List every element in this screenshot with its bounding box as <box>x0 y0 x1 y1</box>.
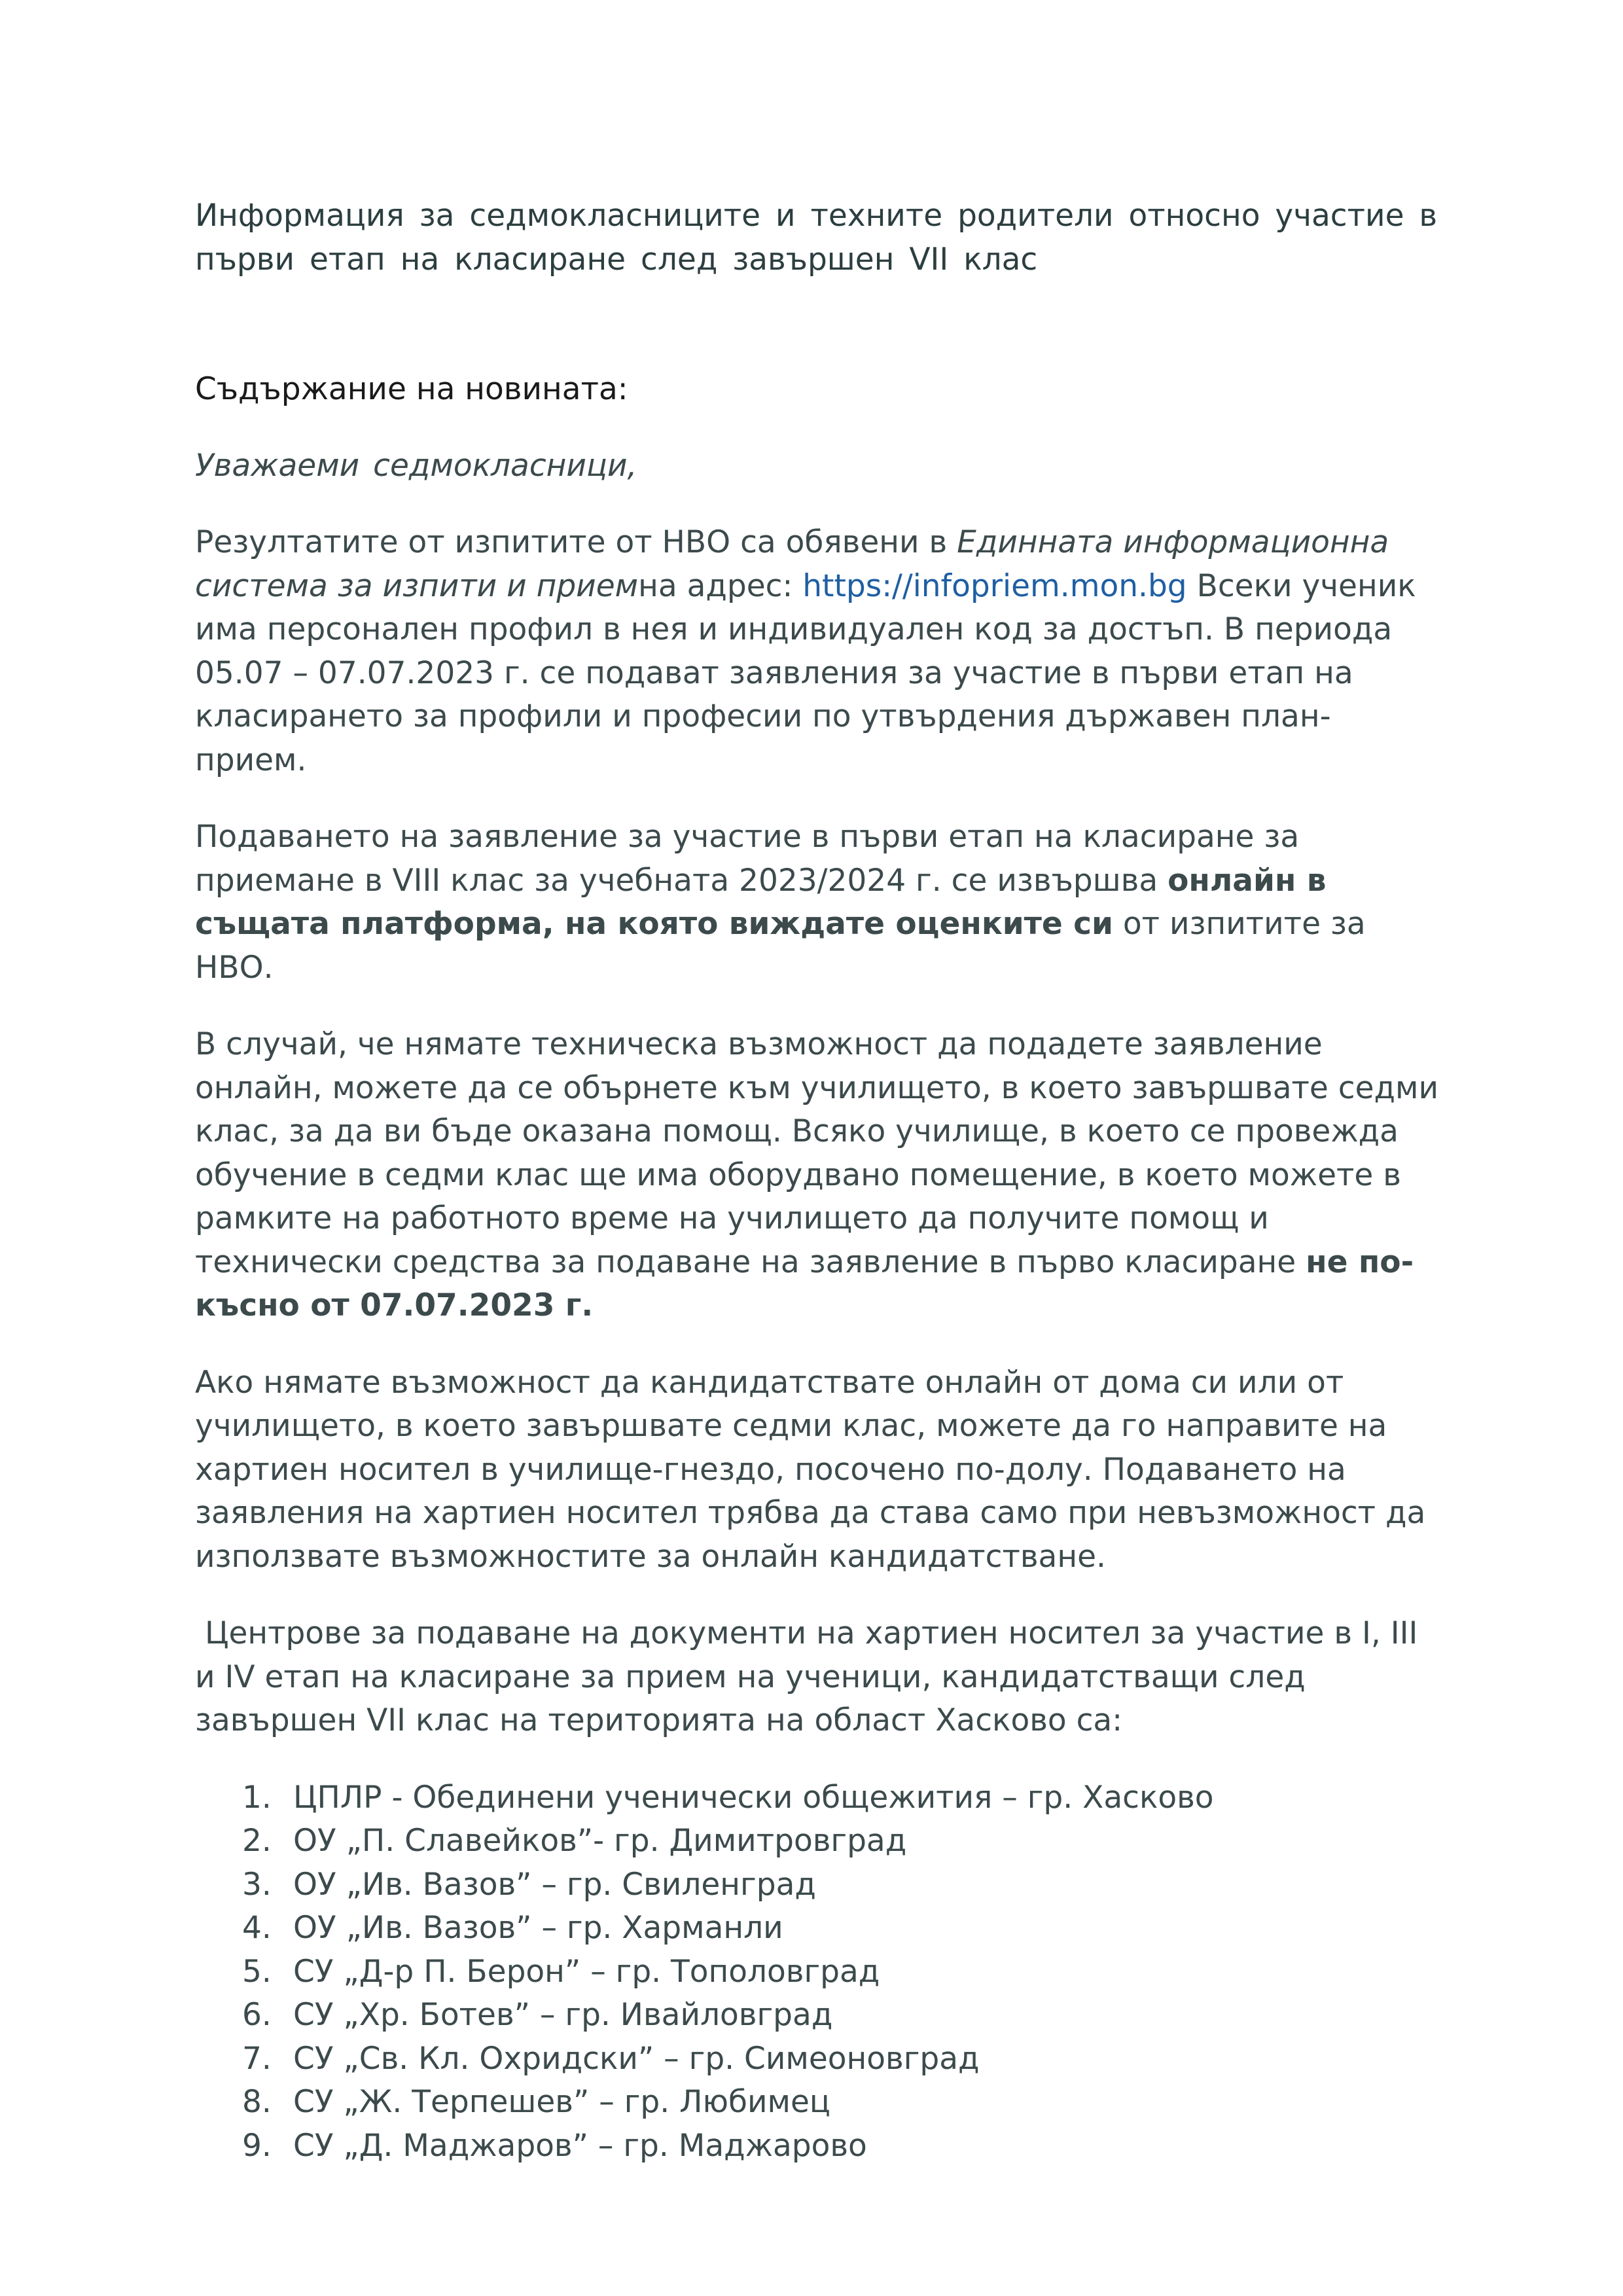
content-label: Съдържание на новината: <box>195 371 628 407</box>
paragraph-online-bold: онлайн в същата платформа, на която виждате оценките си <box>195 862 1327 942</box>
list-item-text: СУ „Св. Кл. Охридски” – гр. Симеоновград <box>293 2040 980 2077</box>
list-item <box>195 2081 1438 2125</box>
paragraph-online-text-2: от изпитите за НВО. <box>195 906 1366 986</box>
list-item-number: 3. <box>242 1866 272 1903</box>
list-item-number: 2. <box>242 1823 272 1859</box>
list-item-number: 6. <box>242 1997 272 2033</box>
list-item-number: 8. <box>242 2084 272 2120</box>
paragraph-results <box>195 521 1438 782</box>
list-item <box>195 1950 1438 1994</box>
list-item <box>195 2037 1438 2081</box>
list-item-text: СУ „Хр. Ботев” – гр. Ивайловград <box>293 1997 833 2033</box>
paragraph-online-application <box>195 816 1438 990</box>
document-page <box>195 194 1438 2168</box>
list-item <box>195 1994 1438 2037</box>
paragraph-results-text-2: на адрес: <box>638 567 803 604</box>
list-item-text: СУ „Ж. Терпешев” – гр. Любимец <box>293 2084 830 2120</box>
paragraph-results-text-3: Всеки ученик има персонален профил в нея и индивидуален код за достъп. В периода 05.07 – 07.07.2023 г. се подават заявления за участие в първи етап на класирането за профили и професии по утвърдения държавен план-прием. <box>195 567 1416 778</box>
list-item-number: 5. <box>242 1953 272 1990</box>
list-item-text: ЦПЛР - Обединени ученически общежития – гр. Хасково <box>293 1779 1214 1816</box>
list-item-number: 1. <box>242 1779 272 1816</box>
list-item-text: ОУ „Ив. Вазов” – гр. Харманли <box>293 1910 783 1946</box>
paragraph-centers-intro: Центрове за подаване на документи на хартиен носител за участие в I, III и IV етап на класиране за прием на ученици, кандидатстващи след завършен VII клас на територията на област Хасково са: <box>195 1615 1428 1738</box>
paragraph-school-help <box>195 1023 1438 1328</box>
paragraph-help-text: В случай, че нямате техническа възможност да подадете заявление онлайн, можете да се обърнете към училището, в което завършвате седми клас, за да ви бъде оказана помощ. Всяко училище, в което се провежда обучение в седми клас ще има оборудвано помещение, в което можете в рамките на работното време на училището да получите помощ и технически средства за подаване на заявление в първо класиране <box>195 1026 1438 1280</box>
system-name: Единната информационна система за изпити и прием <box>195 524 1389 604</box>
list-item-number: 4. <box>242 1910 272 1946</box>
list-item <box>195 1820 1438 1863</box>
paragraph-online-text-1: Подаването на заявление за участие в първи етап на класиране за приемане в VIII клас за учебната 2023/2024 г. се извършва <box>195 819 1300 899</box>
list-item-text: ОУ „П. Славейков”- гр. Димитровград <box>293 1823 907 1859</box>
list-item-number: 7. <box>242 2040 272 2077</box>
document-title: Информация за седмокласниците и техните родители относно участие в първи етап на класиране след завършен VII клас <box>195 198 1438 278</box>
paragraph-results-text-1: Резултатите от изпитите от НВО са обявени в <box>195 524 957 560</box>
list-item <box>195 2125 1438 2168</box>
centers-list <box>195 1776 1438 2168</box>
infopriem-link[interactable]: https://infopriem.mon.bg <box>802 567 1187 604</box>
greeting: Уважаеми седмокласници, <box>195 448 637 484</box>
list-item-text: СУ „Д. Маджаров” – гр. Маджарово <box>293 2127 867 2164</box>
paragraph-help-deadline: не по-късно от 07.07.2023 г. <box>195 1244 1414 1323</box>
list-item-text: ОУ „Ив. Вазов” – гр. Свиленград <box>293 1866 816 1903</box>
list-item-number: 9. <box>242 2127 272 2164</box>
list-item <box>195 1776 1438 1820</box>
paragraph-paper-application: Ако нямате възможност да кандидатствате онлайн от дома си или от училището, в което завършвате седми клас, можете да го направите на хартиен носител в училище-гнездо, посочено по-долу. Подаването на заявления на хартиен носител трябва да става само при невъзможност да използвате възможностите за онлайн кандидатстване. <box>195 1364 1426 1575</box>
list-item <box>195 1863 1438 1907</box>
list-item-text: СУ „Д-р П. Берон” – гр. Тополовград <box>293 1953 880 1990</box>
list-item <box>195 1907 1438 1950</box>
